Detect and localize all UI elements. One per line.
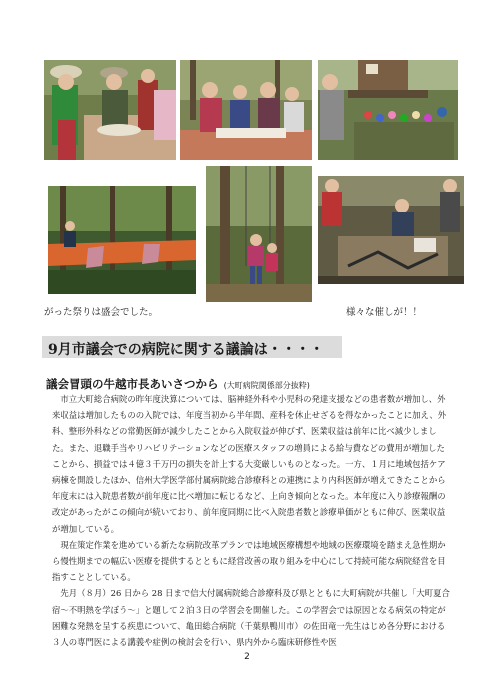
caption-festival-success: がった祭りは盛会でした。: [44, 307, 159, 318]
photo-food-preparation: [44, 60, 176, 160]
caption-various-events: 様々な催しが！！: [346, 307, 423, 318]
subheading-note: (大町病院関係部分抜粋): [223, 381, 310, 390]
section-heading: 9月市議会での病院に関する議論は・・・・: [42, 336, 342, 358]
photo-festival-crowd: [318, 60, 458, 160]
photo-tarp-slide: [48, 186, 196, 294]
paragraph-3: 先月（８月）26 日から 28 日まで信大付属病院総合診療科及び県とともに大町病院が共催し「大町夏合宿～不明熱を学ぼう～」と題して２泊３日の学習会を開催した。この学習会では原因となる病気の特定が困難な発熱を呈する疾患について、亀田総合病院（千葉県鴨川市）の佐田竜一先生はじめ各分野における３人の専門医による講義や症例の検討会を行い、県内外から臨床研修性や医: [52, 588, 450, 648]
photo-group-at-table: [180, 60, 312, 160]
subheading-title: 議会冒頭の牛越市長あいさつから: [46, 377, 219, 391]
paragraph-2: 現在策定作業を進めている新たな病院改革プランでは地域医療構想や地域の医療環境を踏まえ急性期から慢性期までの幅広い医療を提供するとともに経営改善の取り組みを中心にして持続可能な病院経営を目指すこととしている。: [52, 539, 446, 583]
photo-campfire-cooking: [318, 176, 464, 284]
paragraph-1: 市立大町総合病院の昨年度決算については、脳神経外科や小児科の発達支援などの患者数が増加し、外来収益は増加したものの入院では、年度当初から半年間、産科を休止せざるを得なかったことに加え、外科、整形外科などの常勤医師が減少したことから入院収益が伸びず、医業収益は前年に比べ減少しました。また、退職手当やリハビリテーションなどの医療スタッフの増員による給与費などの費用が増加したことから、損益では４億３千万円の損失を計上する大変厳しいものとなった。一方、１月に地域包括ケア病棟を開設したほか、信州大学医学部付属病院総合診療科との連携により内科医師が増えてきたことから年度末には入院患者数が前年度に比べ増加に転じるなど、上向き傾向となった。本年度に入り診療報酬の改定があったがこの傾向が続いており、前年度同期に比べ入院患者数と診療単価がともに伸び、医業収益が増加している。: [52, 394, 447, 534]
subheading: [46, 373, 310, 392]
page-number: 2: [244, 652, 250, 662]
article-body: [52, 391, 452, 650]
photo-children-swing: [206, 166, 312, 302]
